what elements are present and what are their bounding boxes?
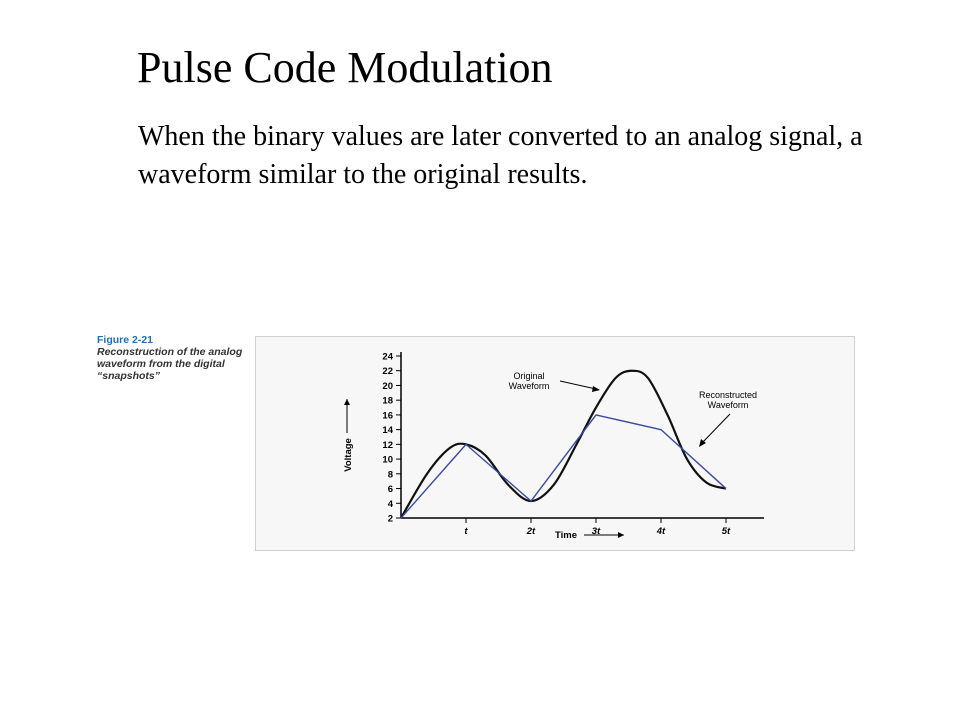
y-tick-label: 16 (382, 410, 393, 422)
y-tick-label: 8 (387, 469, 393, 481)
x-tick-label: t (464, 526, 468, 537)
y-axis-label-arrowhead (344, 399, 350, 405)
y-axis-label: Voltage (343, 438, 354, 472)
y-tick-label: 4 (387, 498, 393, 510)
annotation-reconstructed-pointer (702, 414, 730, 443)
annotation-original-pointer (560, 381, 596, 389)
y-tick-label: 18 (382, 395, 393, 407)
annotation-original-arrowhead (592, 386, 600, 392)
annotation-reconstructed-label: Reconstructed (698, 390, 758, 400)
x-axis-label-arrowhead (618, 532, 624, 538)
x-tick-label: 3t (591, 526, 601, 537)
y-tick-label: 24 (382, 351, 393, 363)
slide-title: Pulse Code Modulation (137, 43, 553, 92)
figure-box (255, 336, 855, 551)
y-tick-label: 6 (387, 484, 393, 496)
y-tick-label: 12 (382, 439, 393, 451)
y-tick-label: 14 (382, 425, 393, 437)
chart (256, 337, 856, 552)
x-tick-label: 2t (526, 526, 536, 537)
slide-body-text: When the binary values are later converted to an analog signal, a waveform similar to the original results. (138, 121, 863, 190)
y-tick-label: 2 (387, 513, 393, 525)
y-tick-label: 20 (382, 380, 393, 392)
figure-number: Figure 2-21 (97, 334, 154, 346)
figure-caption-text: Reconstruction of the analog waveform from the digital “snapshots” (97, 346, 243, 382)
x-tick-label: 5t (721, 526, 731, 537)
annotation-original-label-line2: Waveform (508, 381, 550, 391)
annotation-original-label: Original (513, 371, 545, 381)
y-tick-label: 22 (382, 366, 393, 378)
y-tick-label: 10 (382, 454, 393, 466)
figure-caption (97, 334, 247, 382)
reconstructed-waveform-line (401, 415, 726, 518)
x-axis-label: Time (554, 530, 578, 541)
annotation-reconstructed-label-line2: Waveform (707, 400, 749, 410)
x-tick-label: 4t (656, 526, 666, 537)
